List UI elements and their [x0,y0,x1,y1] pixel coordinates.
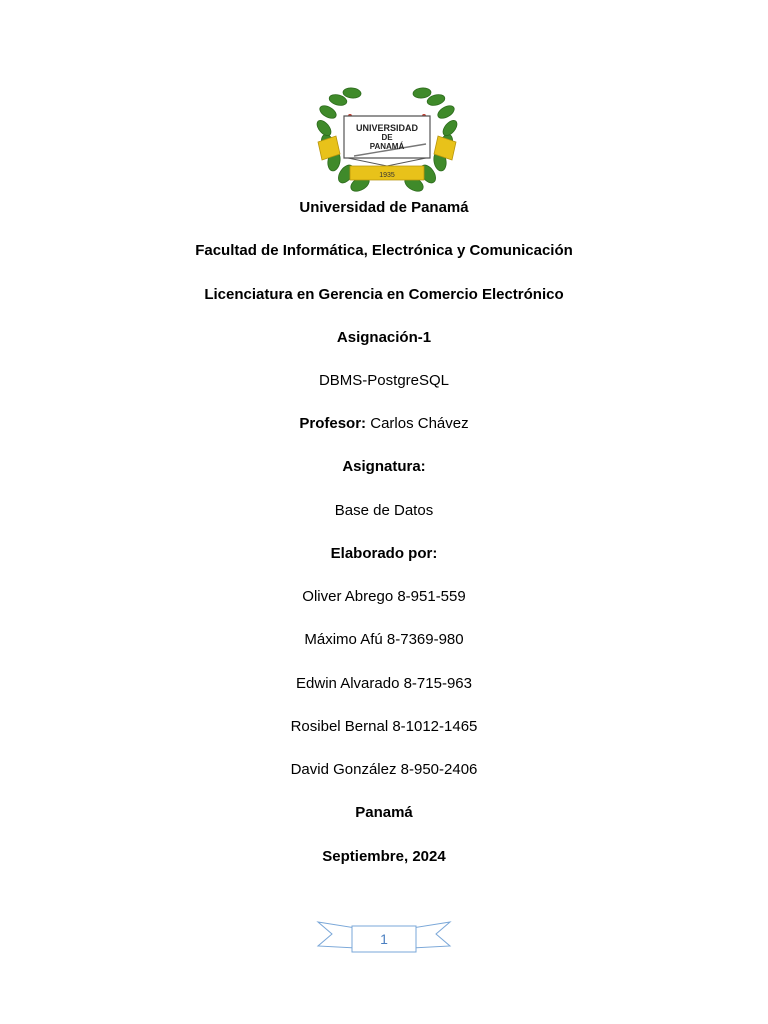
author-item: Edwin Alvarado 8-715-963 [296,675,472,692]
university-name: Universidad de Panamá [299,199,469,216]
date: Septiembre, 2024 [322,848,446,865]
professor-name: Carlos Chávez [370,415,469,432]
svg-text:DE: DE [381,133,393,142]
authors-label: Elaborado por: [330,545,438,562]
place: Panamá [355,804,413,821]
author-item: Rosibel Bernal 8-1012-1465 [290,718,478,735]
author-item: David González 8-950-2406 [290,761,478,778]
assignment-topic: DBMS-PostgreSQL [318,372,450,389]
svg-text:1935: 1935 [379,172,395,179]
svg-text:PANAMÁ: PANAMÁ [369,142,405,151]
university-seal-logo [314,86,460,198]
author-item: Máximo Afú 8-7369-980 [304,631,464,648]
author-item: Oliver Abrego 8-951-559 [302,588,466,605]
assignment-title: Asignación-1 [336,329,432,346]
degree-name: Licenciatura en Gerencia en Comercio Electrónico [204,286,564,303]
subject-name: Base de Datos [334,502,434,519]
faculty-name: Facultad de Informática, Electrónica y Comunicación [195,242,573,259]
page-number: 1 [380,931,388,947]
professor-line [0,415,768,433]
svg-text:UNIVERSIDAD: UNIVERSIDAD [355,123,419,133]
subject-label: Asignatura: [342,458,426,475]
professor-label: Profesor: [299,415,367,432]
